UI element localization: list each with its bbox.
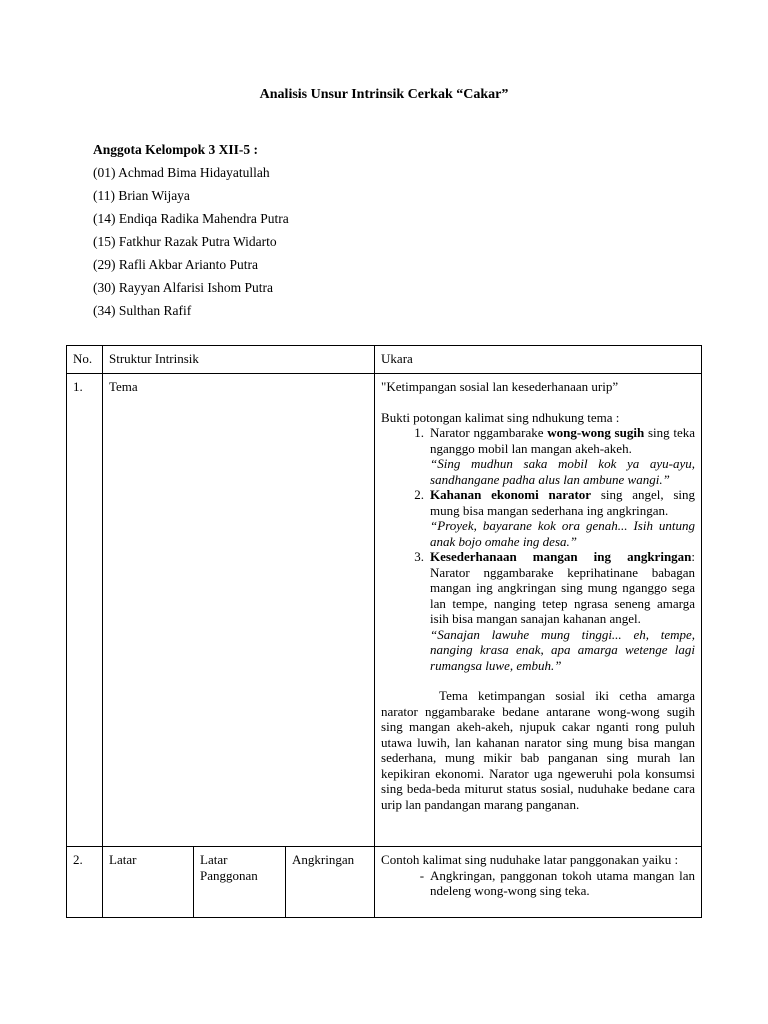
list-item bbox=[381, 487, 695, 549]
list-item bbox=[381, 868, 695, 899]
header-ukara: Ukara bbox=[375, 346, 702, 374]
member-item: (15) Fatkhur Razak Putra Widarto bbox=[93, 234, 277, 249]
item-bold: Kesederhanaan mangan ing angkringan bbox=[430, 549, 692, 564]
header-no: No. bbox=[67, 346, 103, 374]
item-bold: Kahanan ekonomi narator bbox=[430, 487, 592, 502]
evidence-intro: Bukti potongan kalimat sing ndhukung tema : bbox=[381, 409, 620, 425]
row-number: 1. bbox=[67, 374, 103, 847]
list-number: 1. bbox=[414, 425, 425, 440]
evidence-list bbox=[381, 425, 695, 673]
row-ukara bbox=[375, 847, 702, 918]
item-text: sing teka nganggo mobil lan mangan akeh-akeh. bbox=[430, 425, 696, 456]
table-row bbox=[67, 847, 702, 918]
item-text: : Narator nggambarake keprihatinane babagan mangan ing angkringan sing mung nganggo sega lan tempe, nanging tetep ngrasa seneng amarga isih bisa mangan sanajan kahanan angel. bbox=[430, 549, 696, 626]
list-number: 2. bbox=[414, 487, 425, 502]
row-value: Angkringan bbox=[286, 847, 375, 918]
list-item bbox=[381, 425, 695, 487]
member-item: (30) Rayyan Alfarisi Ishom Putra bbox=[93, 280, 273, 295]
setting-intro: Contoh kalimat sing nuduhake latar panggonakan yaiku : bbox=[381, 852, 679, 867]
document-title: Analisis Unsur Intrinsik Cerkak “Cakar” bbox=[259, 87, 509, 102]
member-heading: Anggota Kelompok 3 XII-5 : bbox=[93, 142, 259, 157]
list-marker: - bbox=[419, 867, 425, 883]
row-number: 2. bbox=[67, 847, 103, 918]
analysis-table bbox=[66, 345, 702, 918]
theme-quote: "Ketimpangan sosial lan kesederhanaan urip” bbox=[381, 379, 619, 394]
item-quote: “Sanajan lawuhe mung tinggi... eh, tempe, nanging krasa enak, apa amarga wetenge lagi rumangsa luwe, embuh.” bbox=[430, 626, 696, 673]
member-item: (01) Achmad Bima Hidayatullah bbox=[93, 165, 270, 180]
row-sub: Latar Panggonan bbox=[194, 847, 286, 918]
list-number: 3. bbox=[414, 549, 425, 564]
member-item: (11) Brian Wijaya bbox=[93, 188, 190, 203]
item-quote: “Proyek, bayarane kok ora genah... Isih untung anak bojo omahe ing desa.” bbox=[430, 518, 696, 549]
member-item: (29) Rafli Akbar Arianto Putra bbox=[93, 257, 258, 272]
item-text: sing angel, sing mung bisa mangan sederhana ing angkringan. bbox=[430, 487, 696, 518]
row-ukara bbox=[375, 374, 702, 847]
table-row bbox=[67, 374, 702, 847]
row-struktur: Latar bbox=[103, 847, 194, 918]
row-struktur: Tema bbox=[103, 374, 375, 847]
theme-conclusion: Tema ketimpangan sosial iki cetha amarga narator nggambarake bedane antarane wong-wong sugih sing mangan akeh-akeh, njupuk cakar nganti rong puluh utawa luwih, lan kahanan narator sing mung bisa mangan sederhana, mung mikir bab panganan sing murah lan kepikiran ekonomi. Narator uga ngeweruhi pola konsumsi sing beda-beda miturut status sosial, nuduhake bedane cara urip lan pandangan marang panganan. bbox=[381, 688, 696, 812]
item-text: Narator nggambarake bbox=[430, 425, 548, 440]
member-item: (34) Sulthan Rafif bbox=[93, 303, 192, 318]
item-quote: “Sing mudhun saka mobil kok ya ayu-ayu, sandhangane padha alus lan ambune wangi.” bbox=[430, 456, 696, 487]
item-bold: wong-wong sugih bbox=[547, 425, 645, 440]
table-header-row bbox=[67, 346, 702, 374]
member-item: (14) Endiqa Radika Mahendra Putra bbox=[93, 211, 289, 226]
member-list bbox=[93, 141, 289, 325]
item-text: Angkringan, panggonan tokoh utama mangan lan ndeleng wong-wong sing teka. bbox=[430, 867, 696, 898]
list-item bbox=[381, 549, 695, 673]
header-struktur: Struktur Intrinsik bbox=[103, 346, 375, 374]
